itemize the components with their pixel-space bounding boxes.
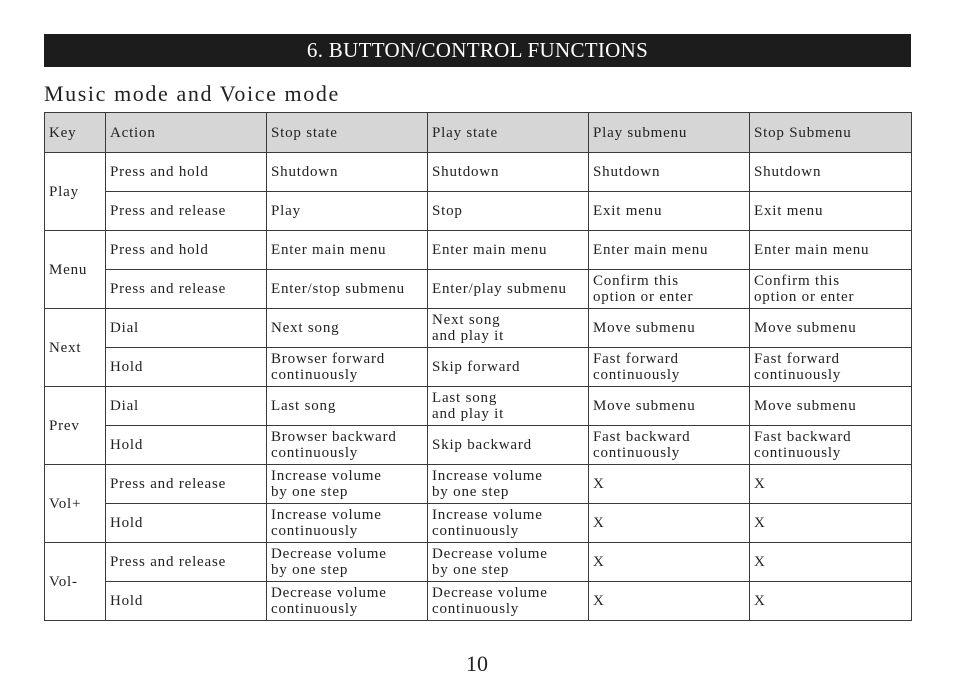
- cell-text: Decrease volume by one step: [271, 546, 387, 578]
- play-state-cell: [428, 426, 589, 465]
- mode-subtitle: Music mode and Voice mode: [44, 81, 340, 106]
- action-cell: [106, 426, 267, 465]
- cell-text: X: [593, 515, 605, 531]
- play-state-cell: [428, 387, 589, 426]
- stop-state-cell: [267, 543, 428, 582]
- cell-text: Fast forward continuously: [593, 351, 681, 383]
- cell-text: Confirm this option or enter: [593, 273, 694, 305]
- cell-text: Press and hold: [110, 164, 209, 180]
- cell-text: Move submenu: [593, 398, 696, 414]
- play-state-cell: [428, 348, 589, 387]
- key-cell: Play: [45, 153, 106, 231]
- column-header-stop-submenu: Stop Submenu: [750, 113, 912, 153]
- cell-text: Press and release: [110, 476, 227, 492]
- table-row: [45, 309, 912, 348]
- cell-text: Decrease volume continuously: [432, 585, 548, 617]
- cell-text: Enter/stop submenu: [271, 281, 405, 297]
- table-body: [45, 153, 912, 621]
- play-submenu-cell: [589, 582, 750, 621]
- cell-text: Exit menu: [593, 203, 663, 219]
- action-cell: [106, 309, 267, 348]
- stop-state-cell: [267, 348, 428, 387]
- cell-text: Enter main menu: [754, 242, 870, 258]
- cell-text: Play: [271, 203, 301, 219]
- stop-state-cell: [267, 426, 428, 465]
- button-functions-table: [44, 112, 912, 621]
- cell-text: X: [593, 593, 605, 609]
- action-cell: [106, 348, 267, 387]
- cell-text: Shutdown: [432, 164, 500, 180]
- cell-text: Stop: [432, 203, 463, 219]
- column-header-stop-state: Stop state: [267, 113, 428, 153]
- cell-text: Next song: [271, 320, 340, 336]
- stop-state-cell: [267, 465, 428, 504]
- stop-submenu-cell: [750, 270, 912, 309]
- table-row: [45, 153, 912, 192]
- key-cell: Vol+: [45, 465, 106, 543]
- cell-text: X: [593, 554, 605, 570]
- cell-text: Browser forward continuously: [271, 351, 386, 383]
- stop-state-cell: [267, 153, 428, 192]
- page-number: 10: [466, 651, 488, 676]
- stop-state-cell: [267, 192, 428, 231]
- play-submenu-cell: [589, 270, 750, 309]
- play-state-cell: [428, 270, 589, 309]
- play-submenu-cell: [589, 387, 750, 426]
- cell-text: Enter/play submenu: [432, 281, 567, 297]
- cell-text: Confirm this option or enter: [754, 273, 855, 305]
- cell-text: Fast forward continuously: [754, 351, 842, 383]
- cell-text: X: [754, 515, 766, 531]
- cell-text: Fast backward continuously: [754, 429, 852, 461]
- key-cell: Next: [45, 309, 106, 387]
- play-submenu-cell: [589, 504, 750, 543]
- table-row: [45, 582, 912, 621]
- play-state-cell: [428, 465, 589, 504]
- cell-text: Hold: [110, 437, 144, 453]
- stop-submenu-cell: [750, 426, 912, 465]
- table-row: [45, 504, 912, 543]
- play-submenu-cell: [589, 465, 750, 504]
- play-state-cell: [428, 231, 589, 270]
- cell-text: Decrease volume continuously: [271, 585, 387, 617]
- action-cell: [106, 192, 267, 231]
- key-cell: Vol-: [45, 543, 106, 621]
- section-header: [44, 34, 911, 67]
- cell-text: Press and release: [110, 203, 227, 219]
- play-state-cell: [428, 309, 589, 348]
- stop-submenu-cell: [750, 504, 912, 543]
- stop-submenu-cell: [750, 192, 912, 231]
- cell-text: Skip forward: [432, 359, 521, 375]
- stop-submenu-cell: [750, 582, 912, 621]
- play-submenu-cell: [589, 192, 750, 231]
- stop-submenu-cell: [750, 543, 912, 582]
- cell-text: X: [754, 593, 766, 609]
- column-header-action: Action: [106, 113, 267, 153]
- action-cell: [106, 465, 267, 504]
- play-submenu-cell: [589, 309, 750, 348]
- stop-submenu-cell: [750, 153, 912, 192]
- cell-text: Fast backward continuously: [593, 429, 691, 461]
- action-cell: [106, 231, 267, 270]
- action-cell: [106, 153, 267, 192]
- cell-text: Last song and play it: [432, 390, 505, 422]
- stop-submenu-cell: [750, 309, 912, 348]
- cell-text: Enter main menu: [593, 242, 709, 258]
- cell-text: Increase volume continuously: [271, 507, 382, 539]
- cell-text: Increase volume continuously: [432, 507, 543, 539]
- play-submenu-cell: [589, 348, 750, 387]
- action-cell: [106, 582, 267, 621]
- play-submenu-cell: [589, 231, 750, 270]
- cell-text: Dial: [110, 398, 140, 414]
- stop-state-cell: [267, 270, 428, 309]
- column-header-key: Key: [45, 113, 106, 153]
- section-title: 6. BUTTON/CONTROL FUNCTIONS: [306, 38, 649, 62]
- cell-text: Move submenu: [754, 320, 857, 336]
- stop-submenu-cell: [750, 465, 912, 504]
- cell-text: Increase volume by one step: [271, 468, 382, 500]
- play-submenu-cell: [589, 543, 750, 582]
- action-cell: [106, 387, 267, 426]
- cell-text: Hold: [110, 515, 144, 531]
- cell-text: Browser backward continuously: [271, 429, 397, 461]
- table-header-row: [45, 113, 912, 153]
- cell-text: Hold: [110, 593, 144, 609]
- table-row: [45, 387, 912, 426]
- play-submenu-cell: [589, 426, 750, 465]
- play-state-cell: [428, 192, 589, 231]
- table-row: [45, 348, 912, 387]
- play-state-cell: [428, 582, 589, 621]
- stop-state-cell: [267, 309, 428, 348]
- action-cell: [106, 543, 267, 582]
- cell-text: Press and hold: [110, 242, 209, 258]
- table-row: [45, 465, 912, 504]
- column-header-play-submenu: Play submenu: [589, 113, 750, 153]
- cell-text: Press and release: [110, 281, 227, 297]
- stop-submenu-cell: [750, 231, 912, 270]
- table-row: [45, 543, 912, 582]
- cell-text: Increase volume by one step: [432, 468, 543, 500]
- table-row: [45, 426, 912, 465]
- play-submenu-cell: [589, 153, 750, 192]
- stop-submenu-cell: [750, 348, 912, 387]
- cell-text: X: [754, 476, 766, 492]
- cell-text: Skip backward: [432, 437, 532, 453]
- action-cell: [106, 504, 267, 543]
- cell-text: Shutdown: [271, 164, 339, 180]
- cell-text: Exit menu: [754, 203, 824, 219]
- table-row: [45, 270, 912, 309]
- cell-text: Move submenu: [754, 398, 857, 414]
- cell-text: X: [754, 554, 766, 570]
- cell-text: Shutdown: [754, 164, 822, 180]
- action-cell: [106, 270, 267, 309]
- play-state-cell: [428, 153, 589, 192]
- play-state-cell: [428, 543, 589, 582]
- cell-text: Last song: [271, 398, 337, 414]
- table-row: [45, 231, 912, 270]
- stop-state-cell: [267, 582, 428, 621]
- stop-submenu-cell: [750, 387, 912, 426]
- cell-text: Decrease volume by one step: [432, 546, 548, 578]
- cell-text: Next song and play it: [432, 312, 505, 344]
- cell-text: X: [593, 476, 605, 492]
- cell-text: Enter main menu: [432, 242, 548, 258]
- key-cell: Menu: [45, 231, 106, 309]
- cell-text: Shutdown: [593, 164, 661, 180]
- key-cell: Prev: [45, 387, 106, 465]
- stop-state-cell: [267, 231, 428, 270]
- stop-state-cell: [267, 504, 428, 543]
- cell-text: Hold: [110, 359, 144, 375]
- cell-text: Press and release: [110, 554, 227, 570]
- cell-text: Enter main menu: [271, 242, 387, 258]
- cell-text: Dial: [110, 320, 140, 336]
- cell-text: Move submenu: [593, 320, 696, 336]
- column-header-play-state: Play state: [428, 113, 589, 153]
- table-row: [45, 192, 912, 231]
- stop-state-cell: [267, 387, 428, 426]
- play-state-cell: [428, 504, 589, 543]
